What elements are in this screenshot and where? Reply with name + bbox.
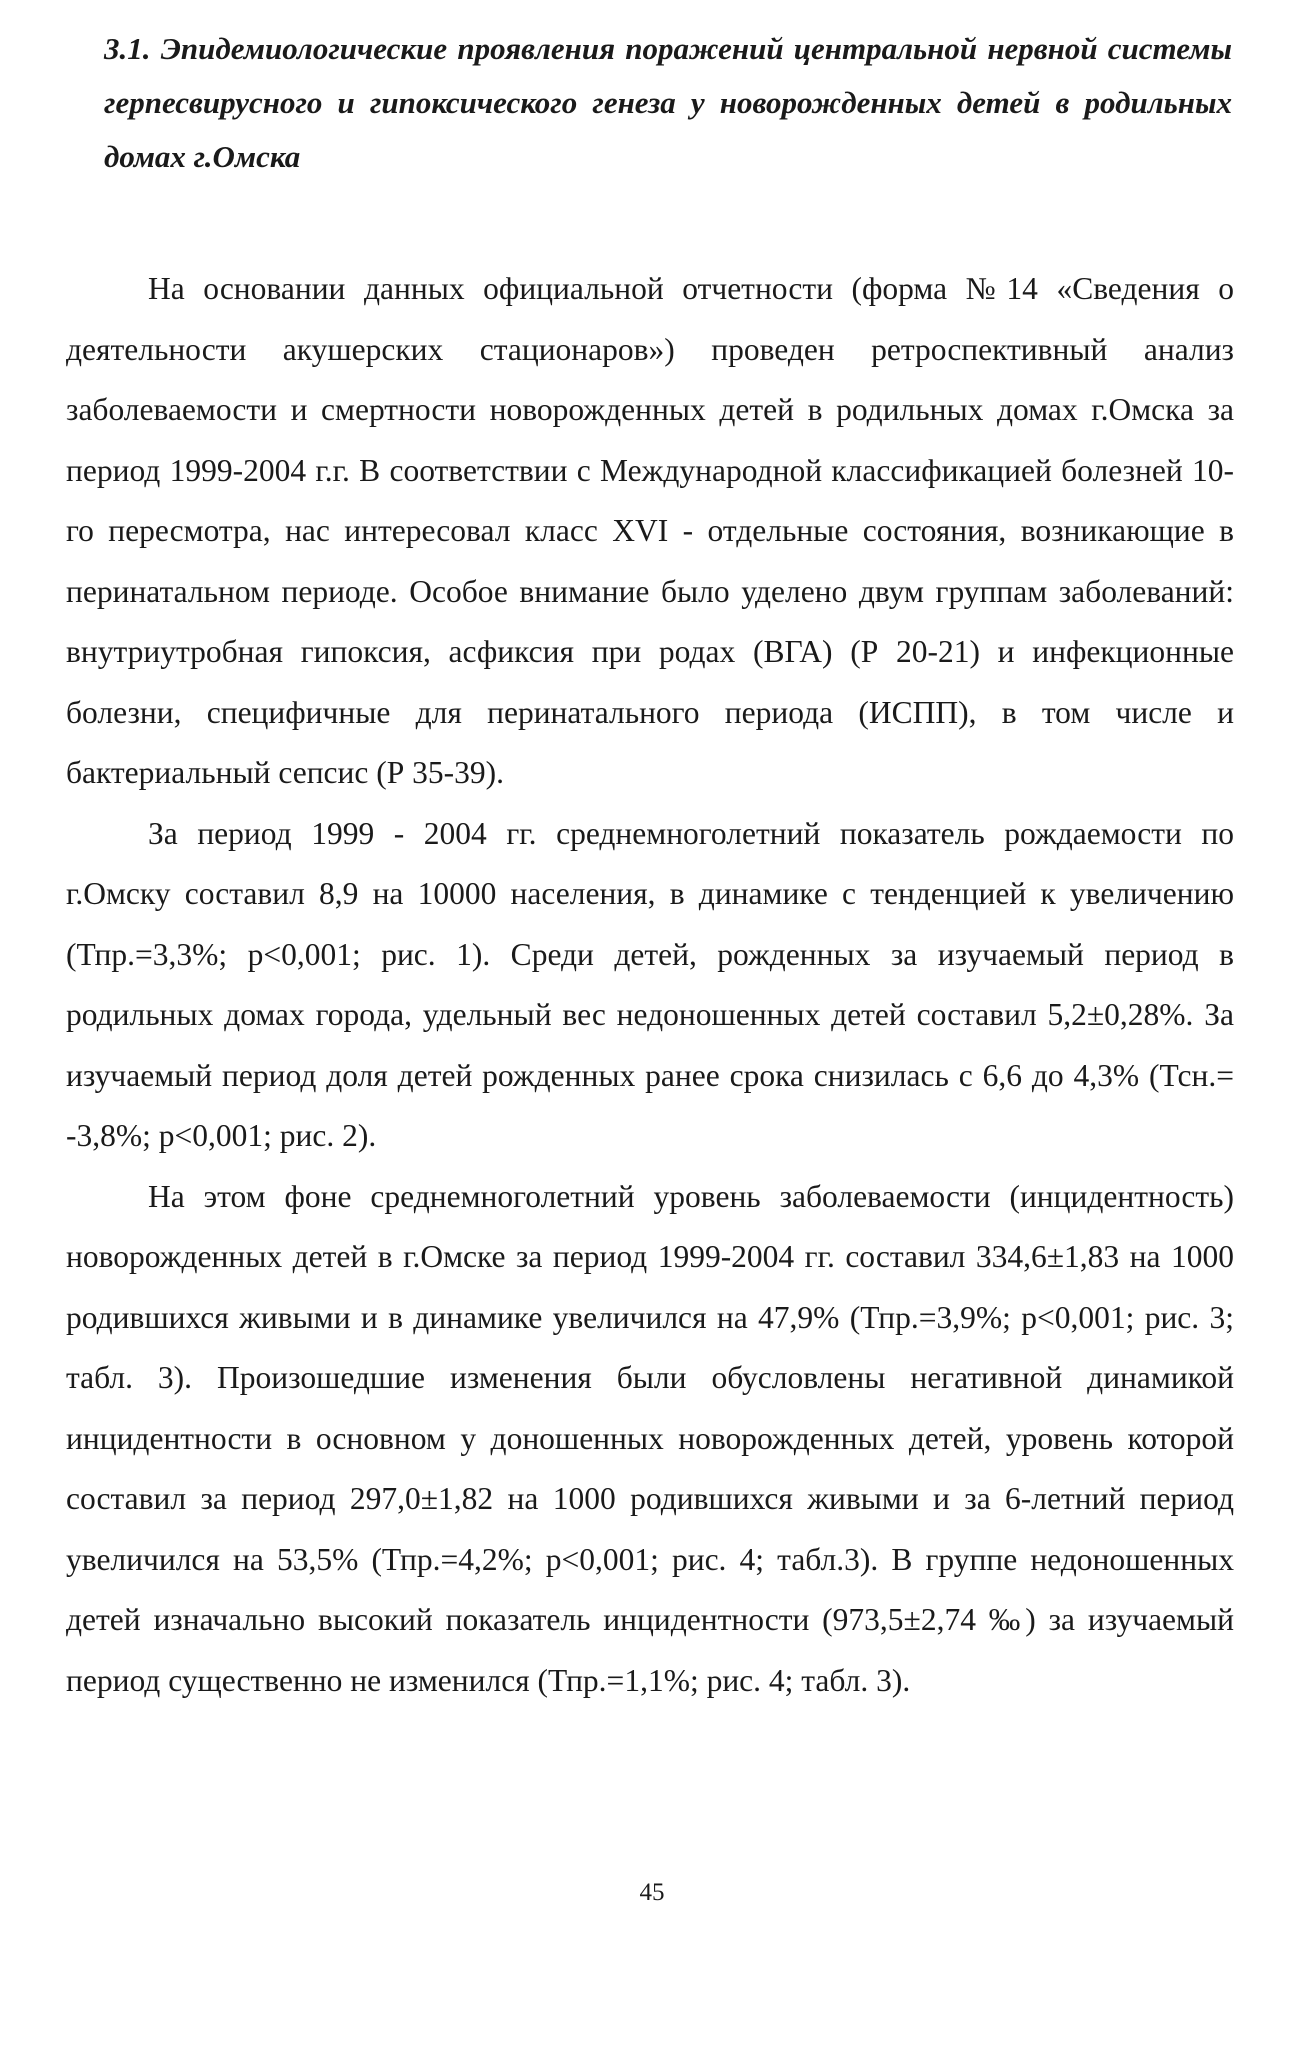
paragraph-2: За период 1999 - 2004 гг. среднемноголетний показатель рождаемости по г.Омску составил 8,9 на 10000 населения, в динамике с тенденцией к увеличению (Тпр.=3,3%; р<0,001; рис. 1). Среди детей, рожденных за изучаемый период в родильных домах города, удельный вес недоношенных детей составил 5,2±0,28%. За изучаемый период доля детей рожденных ранее срока снизилась с 6,6 до 4,3% (Тсн.= -3,8%; р<0,001; рис. 2). bbox=[66, 815, 1234, 1153]
paragraph-3: На этом фоне среднемноголетний уровень заболеваемости (инцидентность) новорожденных детей в г.Омске за период 1999-2004 гг. составил 334,6±1,83 на 1000 родившихся живыми и в динамике увеличился на 47,9% (Тпр.=3,9%; р<0,001; рис. 3; табл. 3). Произошедшие изменения были обусловлены негативной динамикой инцидентности в основном у доношенных новорожденных детей, уровень которой составил за период 297,0±1,82 на 1000 родившихся живыми и за 6-летний период увеличился на 53,5% (Тпр.=4,2%; р<0,001; рис. 4; табл.3). В группе недоношенных детей изначально высокий показатель инцидентности (973,5±2,74 ‰) за изучаемый период существенно не изменился (Тпр.=1,1%; рис. 4; табл. 3). bbox=[66, 1178, 1234, 1698]
page-number: 45 bbox=[639, 1879, 665, 1906]
body-text bbox=[66, 259, 1234, 1711]
paragraph-1: На основании данных официальной отчетности (форма №14 «Сведения о деятельности акушерских стационаров») проведен ретроспективный анализ заболеваемости и смертности новорожденных детей в родильных домах г.Омска за период 1999-2004 г.г. В соответствии с Международной классификацией болезней 10-го пересмотра, нас интересовал класс XVI - отдельные состояния, возникающие в перинатальном периоде. Особое внимание было уделено двум группам заболеваний: внутриутробная гипоксия, асфиксия при родах (ВГА) (Р 20-21) и инфекционные болезни, специфичные для перинатального периода (ИСПП), в том числе и бактериальный сепсис (Р 35-39). bbox=[66, 271, 1234, 790]
section-heading: 3.1. Эпидемиологические проявления поражений центральной нервной системы герпесвирусного и гипоксического генеза у новорожденных детей в родильных домах г.Омска bbox=[104, 31, 1232, 174]
